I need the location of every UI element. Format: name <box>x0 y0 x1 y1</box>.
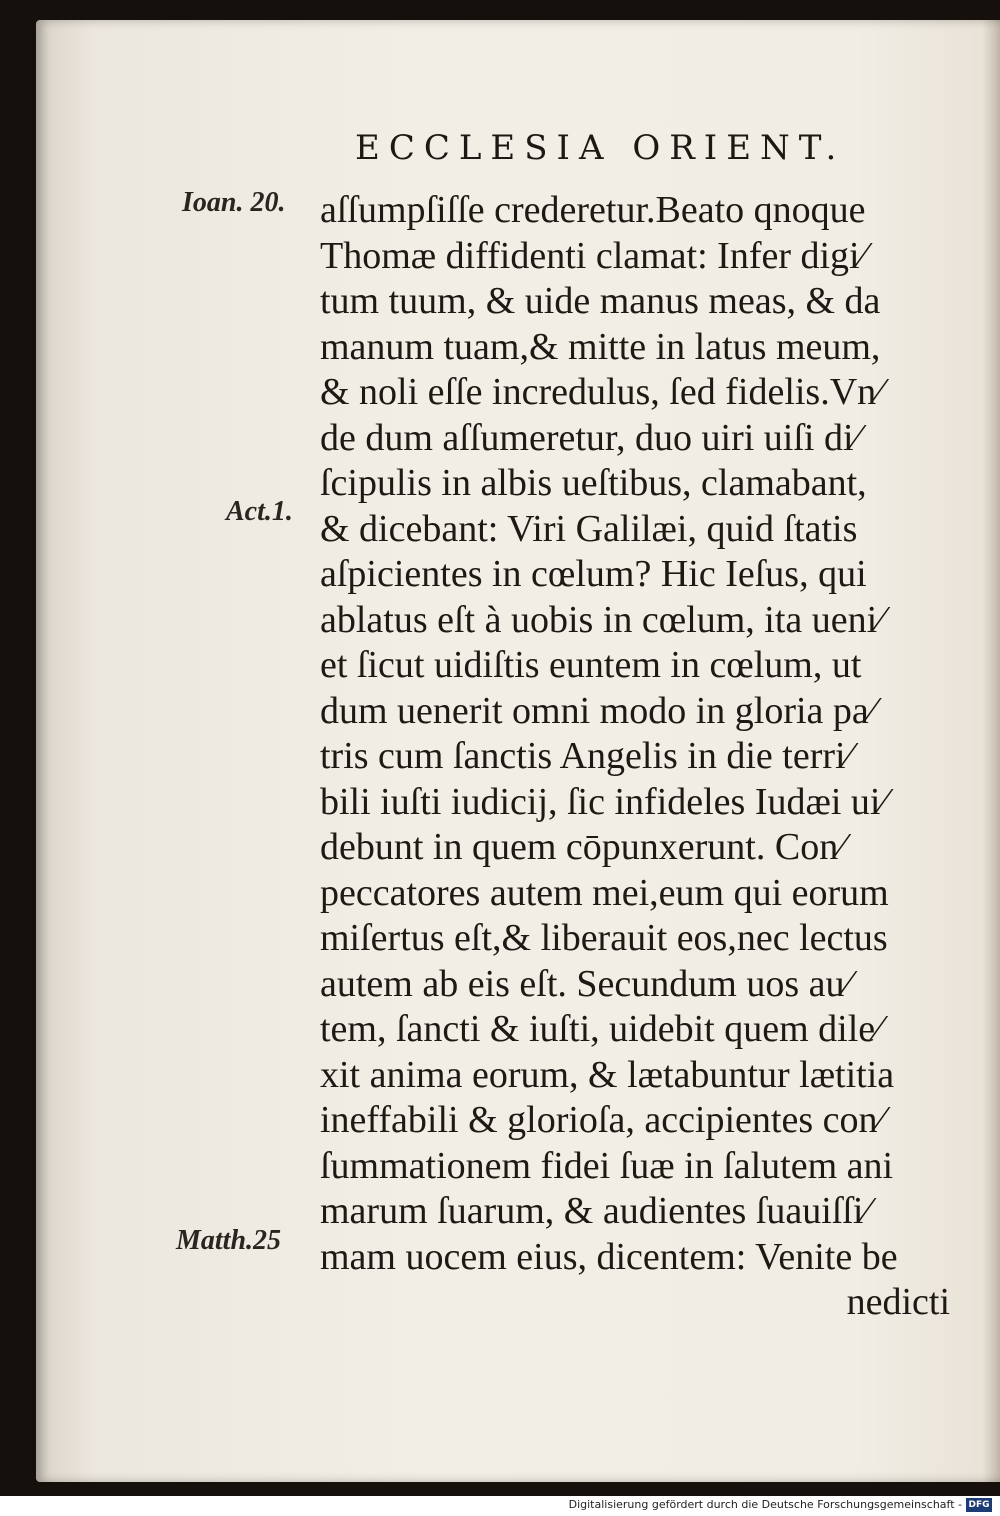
text-line: aſſumpſiſſe crederetur.Beato qnoque <box>320 189 866 231</box>
catchword: nedicti <box>846 1281 950 1323</box>
text-line: autem ab eis eſt. Secundum uos au⁄ <box>320 962 851 1005</box>
text-line: ſcipulis in albis ueſtibus, clamabant, <box>320 462 867 504</box>
text-line: mam uocem eius, dicentem: Venite be <box>320 1235 898 1278</box>
text-line: & dicebant: Viri Galilæi, quid ſtatis <box>320 507 858 550</box>
margin-note-ioan: Ioan. 20. <box>182 187 286 218</box>
text-line: debunt in quem cōpunxerunt. Con⁄ <box>320 826 845 868</box>
text-line: tum tuum, & uide manus meas, & da <box>320 280 881 322</box>
footer-bar <box>0 1496 1000 1516</box>
text-line: et ſicut uidiſtis euntem in cœlum, ut <box>320 644 862 686</box>
margin-note-act: Act.1. <box>226 496 293 527</box>
text-line: & noli eſſe incredulus, ſed fidelis.Vn⁄ <box>320 371 883 413</box>
text-line: ablatus eſt à uobis in cœlum, ita ueni⁄ <box>320 598 884 641</box>
text-line: bili iuſti iudicij, ſic infideles Iudæi ui⁄ <box>320 780 887 823</box>
text-line: marum ſuarum, & audientes ſuauiſſi⁄ <box>320 1190 870 1232</box>
text-line: Thomæ diffidenti clamat: Infer digi⁄ <box>320 234 866 277</box>
page-edge-shadow <box>982 20 1000 1482</box>
text-line: xit anima eorum, & lætabuntur lætitia <box>320 1053 895 1096</box>
text-line: peccatores autem mei,eum qui eorum <box>320 871 889 914</box>
funding-credit: Digitalisierung gefördert durch die Deutsche Forschungsgemeinschaft - <box>568 1498 962 1511</box>
text-line: tris cum ſanctis Angelis in die terri⁄ <box>320 735 852 777</box>
body-text <box>320 188 975 1326</box>
text-line: ineffabili & glorioſa, accipientes con⁄ <box>320 1099 884 1141</box>
running-header: ECCLESIA ORIENT. <box>355 128 846 168</box>
text-line: miſertus eſt,& liberauit eos,nec lectus <box>320 917 888 959</box>
margin-note-matth: Matth.25 <box>176 1225 282 1256</box>
text-line: dum uenerit omni modo in gloria pa⁄ <box>320 689 876 732</box>
text-line: de dum aſſumeretur, duo uiri uiſi di⁄ <box>320 416 860 459</box>
text-line: manum tuam,& mitte in latus meum, <box>320 325 881 368</box>
text-line: aſpicientes in cœlum? Hic Ieſus, qui <box>320 553 867 595</box>
text-line: ſummationem fidei ſuæ in ſalutem ani <box>320 1144 894 1187</box>
text-line: tem, ſancti & iuſti, uidebit quem dile⁄ <box>320 1008 882 1050</box>
dfg-logo-icon: DFG <box>966 1498 992 1512</box>
